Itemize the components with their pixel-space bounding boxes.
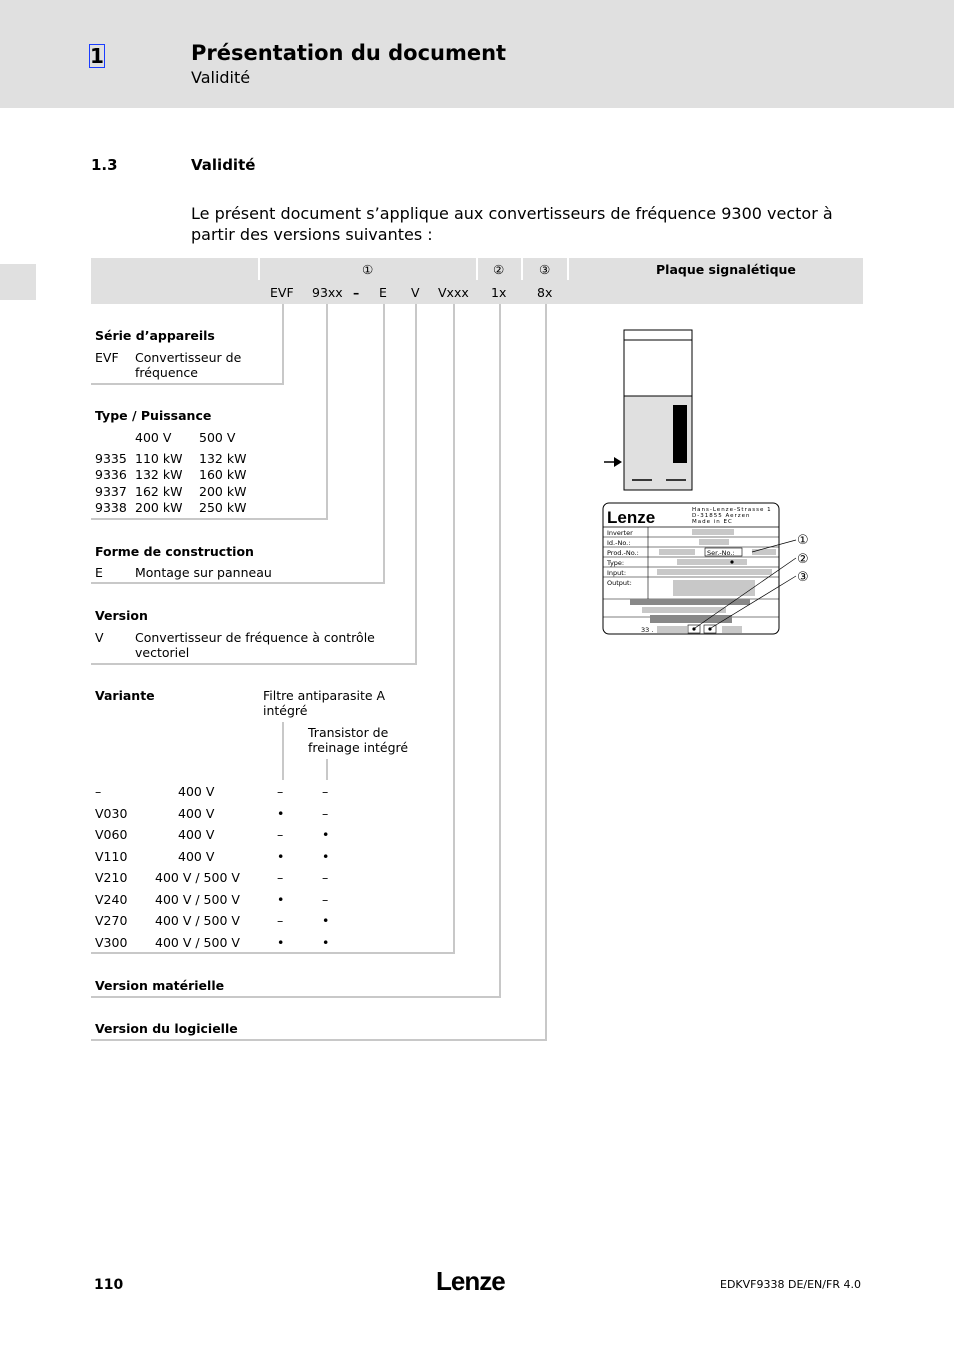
series-heading: Série d’appareils <box>95 328 215 343</box>
variant-brake-cell: • <box>322 827 330 842</box>
series-desc: Convertisseur de <box>135 350 242 365</box>
band-separator <box>476 258 478 280</box>
chapter-title: Présentation du document <box>191 41 507 65</box>
variant-code-cell: V060 <box>95 827 128 842</box>
code-part-dash: – <box>353 285 360 300</box>
variant-code-cell: V270 <box>95 913 128 928</box>
type-col-400v: 400 V <box>135 430 172 445</box>
variant-voltage-cell: 400 V <box>178 848 215 864</box>
type-heading: Type / Puissance <box>95 408 212 423</box>
version-desc: Convertisseur de fréquence à contrôle <box>135 630 375 645</box>
construction-desc: Montage sur panneau <box>135 565 272 580</box>
code-part-1x: 1x <box>491 285 507 300</box>
power-400v-cell: 110 kW <box>135 451 183 466</box>
variant-code-cell: V300 <box>95 934 128 950</box>
variant-filter-label: Filtre antiparasite A <box>263 688 386 703</box>
variant-brake-label: freinage intégré <box>308 740 409 755</box>
variant-voltage-cell: 400 V / 500 V <box>155 934 240 950</box>
construction-code: E <box>95 565 103 580</box>
variant-code-cell: V030 <box>95 805 128 821</box>
callout-2: ② <box>797 552 809 567</box>
nameplate-field-label: Ser.-No.: <box>707 549 735 557</box>
variant-heading: Variante <box>95 688 155 703</box>
callout-1: ① <box>797 533 809 548</box>
series-desc: fréquence <box>135 365 198 380</box>
variant-brake-cell: • <box>322 848 330 864</box>
construction-heading: Forme de construction <box>95 544 254 559</box>
software-version-heading: Version du logicielle <box>95 1021 238 1036</box>
variant-filter-cell: – <box>277 913 284 928</box>
power-500v-cell: 132 kW <box>199 451 247 466</box>
bracket-line-construction <box>91 582 385 584</box>
hardware-version-heading: Version matérielle <box>95 978 225 993</box>
nameplate-field-label: Inverter <box>607 529 633 537</box>
nameplate-logo: Lenze <box>607 508 656 527</box>
lenze-logo: Lenze <box>436 1266 505 1296</box>
variant-brake-cell: – <box>322 891 329 907</box>
type-cell: 9338 <box>95 499 127 515</box>
bracket-line-series <box>282 304 284 385</box>
bracket-line-series <box>91 383 284 385</box>
variant-filter-label: intégré <box>263 703 308 718</box>
version-desc: vectoriel <box>135 645 190 660</box>
bracket-line-variant <box>453 304 455 954</box>
bracket-line-version <box>91 663 417 665</box>
nameplate-field-label: Prod.-No.: <box>607 549 639 557</box>
bracket-line-type <box>91 518 328 520</box>
variant-filter-cell: • <box>277 891 285 907</box>
variant-filter-cell: – <box>277 784 284 799</box>
code-part-v: V <box>411 285 420 300</box>
callout-3: ③ <box>797 570 809 585</box>
nameplate-address: D-31855 Aerzen <box>692 513 751 519</box>
variant-voltage-cell: 400 V / 500 V <box>155 870 240 885</box>
variant-brake-cell: – <box>322 805 329 821</box>
nameplate-field-label: Type: <box>607 559 625 567</box>
type-cell: 9335 <box>95 451 127 466</box>
variant-filter-cell: • <box>277 848 285 864</box>
variant-brake-cell: • <box>322 934 330 950</box>
power-500v-cell: 250 kW <box>199 499 247 515</box>
doc-reference: EDKVF9338 DE/EN/FR 4.0 <box>720 1278 861 1291</box>
code-part-93xx: 93xx <box>312 285 343 300</box>
variant-voltage-cell: 400 V <box>178 827 215 842</box>
bracket-line-hardware <box>499 304 501 998</box>
version-heading: Version <box>95 608 148 623</box>
variant-code-cell: V110 <box>95 848 128 864</box>
variant-code-cell: V210 <box>95 870 128 885</box>
bracket-line-brake <box>326 759 328 780</box>
bracket-line-hardware <box>91 996 501 998</box>
variant-filter-cell: – <box>277 870 284 885</box>
bracket-line-software <box>545 304 547 1041</box>
version-code: V <box>95 630 104 645</box>
bracket-line-filter <box>282 722 284 780</box>
power-400v-cell: 162 kW <box>135 483 183 499</box>
variant-brake-label: Transistor de <box>308 725 389 740</box>
nameplate-field-label: Output: <box>607 579 632 587</box>
section-number: 1.3 <box>91 156 118 174</box>
variant-brake-cell: • <box>322 913 330 928</box>
chapter-subtitle: Validité <box>191 68 251 87</box>
band-separator <box>258 258 260 280</box>
bracket-line-software <box>91 1039 547 1041</box>
variant-voltage-cell: 400 V / 500 V <box>155 891 240 907</box>
nameplate-address: Made in EC <box>692 519 733 525</box>
section-title: Validité <box>191 156 256 174</box>
variant-brake-cell: – <box>322 784 329 799</box>
device-illustration <box>598 326 702 494</box>
bracket-line-version <box>415 304 417 665</box>
series-code: EVF <box>95 350 119 365</box>
variant-filter-cell: – <box>277 827 284 842</box>
variant-code-cell: V240 <box>95 891 128 907</box>
nameplate-field-label: Id.-No.: <box>607 539 631 547</box>
bracket-line-variant <box>91 952 455 954</box>
type-cell: 9337 <box>95 483 127 499</box>
code-part-8x: 8x <box>537 285 553 300</box>
intro-paragraph: Le présent document s’applique aux convertisseurs de fréquence 9300 vector à partir des versions suivantes : <box>191 204 833 244</box>
nameplate-label: Plaque signalétique <box>656 262 796 277</box>
code-part-evf: EVF <box>270 285 294 300</box>
chapter-number[interactable]: 1 <box>90 44 104 68</box>
power-400v-cell: 132 kW <box>135 467 183 483</box>
power-500v-cell: 160 kW <box>199 467 247 483</box>
marker-2: ② <box>493 262 505 277</box>
band-separator <box>567 258 569 280</box>
variant-filter-cell: • <box>277 934 285 950</box>
variant-code-cell: – <box>95 784 102 799</box>
variant-voltage-cell: 400 V <box>178 805 215 821</box>
variant-voltage-cell: 400 V <box>178 784 215 799</box>
power-400v-cell: 200 kW <box>135 499 183 515</box>
nameplate-illustration <box>602 502 816 638</box>
nameplate-code-prefix: 33 . <box>641 626 654 634</box>
page-number: 110 <box>94 1277 124 1293</box>
variant-voltage-cell: 400 V / 500 V <box>155 913 240 928</box>
bracket-line-type <box>326 304 328 520</box>
code-part-vxxx: Vxxx <box>438 285 469 300</box>
bracket-line-construction <box>383 304 385 584</box>
nameplate-field-label: Input: <box>607 569 627 577</box>
variant-filter-cell: • <box>277 805 285 821</box>
side-tab <box>0 264 36 300</box>
marker-1: ① <box>362 262 374 277</box>
type-cell: 9336 <box>95 467 127 483</box>
power-500v-cell: 200 kW <box>199 483 247 499</box>
variant-brake-cell: – <box>322 870 329 885</box>
marker-3: ③ <box>539 262 551 277</box>
code-part-e: E <box>379 285 387 300</box>
band-separator <box>521 258 523 280</box>
nameplate-address: Hans-Lenze-Strasse 1 <box>692 507 772 513</box>
type-col-500v: 500 V <box>199 430 236 445</box>
